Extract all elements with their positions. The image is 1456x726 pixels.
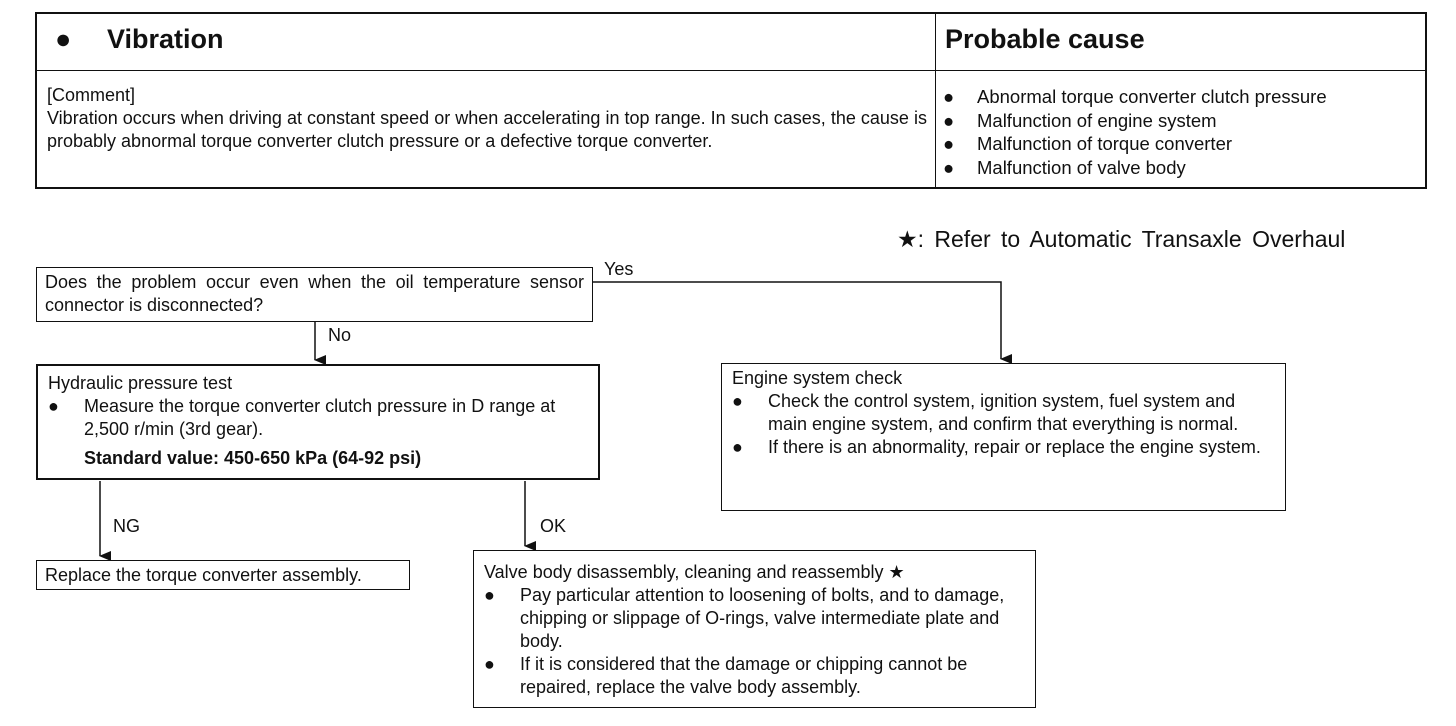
engine-step: ● Check the control system, ignition system, fuel system and main engine system, and confirm that everything is normal. bbox=[732, 391, 1239, 434]
comment-label: [Comment] bbox=[47, 85, 136, 105]
hydraulic-title: Hydraulic pressure test bbox=[48, 373, 233, 393]
question-box: Does the problem occur even when the oil temperature sensor connector is disconnected? bbox=[36, 267, 593, 322]
bullet-icon: ● bbox=[943, 109, 955, 131]
bullet-icon: ● bbox=[732, 391, 743, 411]
cause-item: ● Abnormal torque converter clutch pressure bbox=[943, 86, 1327, 107]
standard-value: Standard value: 450-650 kPa (64-92 psi) bbox=[84, 448, 422, 468]
bullet-icon: ● bbox=[484, 585, 495, 605]
bullet-icon: ● bbox=[943, 133, 955, 154]
bullet-icon: ● bbox=[484, 654, 495, 674]
valve-step: ● Pay particular attention to loosening of bolts, and to damage, chipping or slippage of O-rings, valve intermediate plate and body. bbox=[484, 585, 1005, 651]
engine-title: Engine system check bbox=[732, 368, 903, 388]
valve-title: Valve body disassembly, cleaning and reassembly ★ bbox=[484, 562, 905, 582]
ok-label: OK bbox=[540, 516, 567, 536]
hydraulic-test-box bbox=[36, 364, 600, 480]
refer-note: ★: Refer to Automatic Transaxle Overhaul bbox=[897, 226, 1346, 252]
bullet-icon: ● bbox=[943, 156, 955, 178]
engine-step: ● If there is an abnormality, repair or replace the engine system. bbox=[732, 437, 1261, 457]
yes-label: Yes bbox=[604, 259, 634, 279]
bullet-icon: ● bbox=[943, 86, 955, 107]
yes-connector bbox=[593, 282, 1001, 359]
cause-title: Probable cause bbox=[945, 24, 1145, 54]
valve-body-box bbox=[473, 550, 1036, 708]
cause-item: ● Malfunction of engine system bbox=[943, 109, 1217, 131]
cause-item: ● Malfunction of valve body bbox=[943, 156, 1186, 178]
bullet-icon: ● bbox=[732, 437, 743, 457]
bullet-icon: ● bbox=[48, 396, 59, 416]
engine-check-box bbox=[721, 363, 1286, 511]
cause-item: ● Malfunction of torque converter bbox=[943, 133, 1233, 154]
bullet-icon: ● bbox=[55, 24, 72, 54]
comment-text: Vibration occurs when driving at constant speed or when accelerating in top range. In such cases, the cause is probably abnormal torque converter clutch pressure or a defective torque converter. bbox=[47, 108, 927, 151]
symptom-title-text: Vibration bbox=[107, 24, 224, 54]
replace-converter-box: Replace the torque converter assembly. bbox=[36, 560, 410, 590]
no-label: No bbox=[328, 325, 352, 345]
hydraulic-step: ● Measure the torque converter clutch pressure in D range at 2,500 r/min (3rd gear). bbox=[48, 396, 556, 439]
valve-step: ● If it is considered that the damage or chipping cannot be repaired, replace the valve body assembly. bbox=[484, 654, 968, 697]
ng-label: NG bbox=[113, 516, 140, 536]
